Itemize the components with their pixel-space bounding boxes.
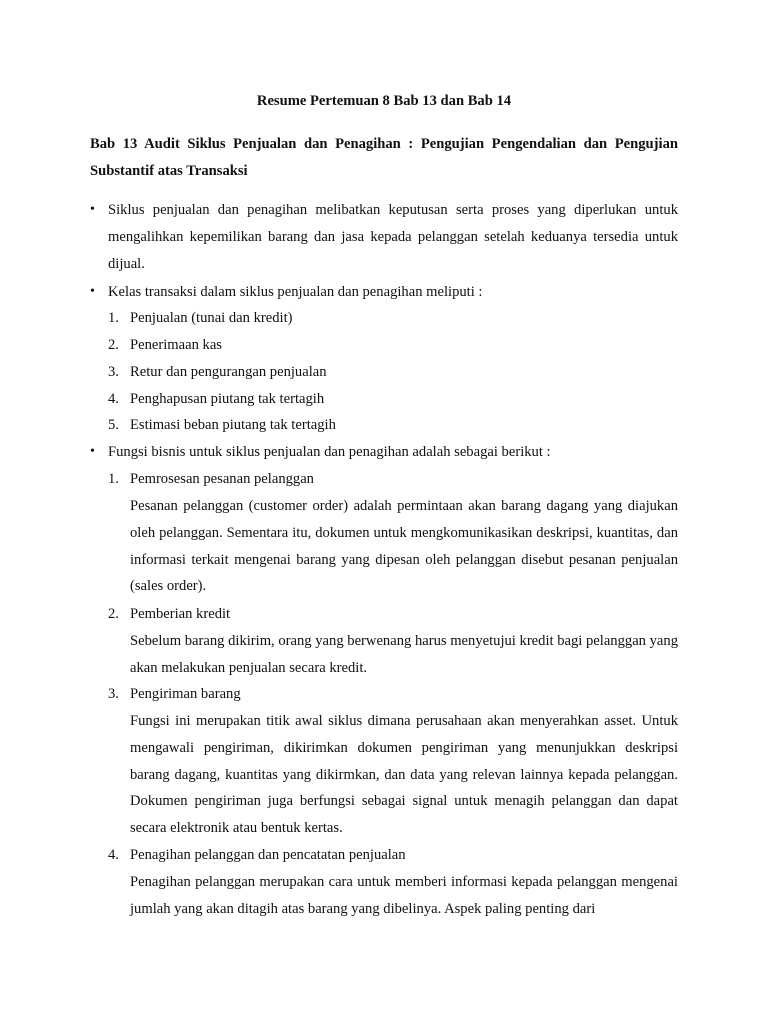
function-item bbox=[108, 842, 678, 869]
bullet-item-transaction-classes bbox=[90, 279, 678, 306]
list-number: 2. bbox=[108, 337, 119, 353]
list-item bbox=[108, 412, 678, 439]
bullet-text: Fungsi bisnis untuk siklus penjualan dan penagihan adalah sebagai berikut : bbox=[108, 444, 551, 460]
list-label: Estimasi beban piutang tak tertagih bbox=[130, 417, 336, 433]
list-number: 1. bbox=[108, 310, 119, 326]
bullet-dot-icon: • bbox=[90, 202, 95, 217]
function-item bbox=[108, 681, 678, 708]
function-item bbox=[108, 601, 678, 628]
list-number: 4. bbox=[108, 847, 119, 863]
chapter-heading: Bab 13 Audit Siklus Penjualan dan Penagihan : Pengujian Pengendalian dan Pengujian Substantif atas Transaksi bbox=[90, 136, 678, 179]
bullet-dot-icon: • bbox=[90, 444, 95, 459]
list-number: 3. bbox=[108, 686, 119, 702]
function-label: Pemrosesan pesanan pelanggan bbox=[130, 471, 314, 487]
list-number: 1. bbox=[108, 471, 119, 487]
function-label: Pengiriman barang bbox=[130, 686, 241, 702]
list-item bbox=[108, 332, 678, 359]
function-item bbox=[108, 466, 678, 493]
list-number: 3. bbox=[108, 364, 119, 380]
bullet-text: Siklus penjualan dan penagihan melibatkan keputusan serta proses yang diperlukan untuk mengalihkan kepemilikan barang dan jasa kepada pelanggan setelah keduanya tersedia untuk dijual. bbox=[108, 202, 678, 272]
list-label: Penjualan (tunai dan kredit) bbox=[130, 310, 293, 326]
list-number: 2. bbox=[108, 606, 119, 622]
list-item bbox=[108, 305, 678, 332]
bullet-dot-icon: • bbox=[90, 284, 95, 299]
function-description: Fungsi ini merupakan titik awal siklus dimana perusahaan akan menyerahkan asset. Untuk mengawali pengiriman, dikirimkan dokumen pengiriman yang menunjukkan deskripsi barang dagang, kuantitas yang dikirmkan, dan data yang relevan lainnya kepada pelanggan. Dokumen pengiriman juga berfungsi sebagai signal untuk menagih pelanggan dan dapat secara elektronik atau bentuk kertas. bbox=[130, 713, 678, 837]
function-label: Penagihan pelanggan dan pencatatan penjualan bbox=[130, 847, 406, 863]
bullet-item-business-functions bbox=[90, 439, 678, 466]
function-label: Pemberian kredit bbox=[130, 606, 231, 622]
list-item bbox=[108, 386, 678, 413]
document-title: Resume Pertemuan 8 Bab 13 dan Bab 14 bbox=[256, 93, 512, 109]
bullet-text: Kelas transaksi dalam siklus penjualan dan penagihan meliputi : bbox=[108, 284, 483, 300]
list-label: Penghapusan piutang tak tertagih bbox=[130, 391, 325, 407]
list-label: Retur dan pengurangan penjualan bbox=[130, 364, 327, 380]
list-number: 5. bbox=[108, 417, 119, 433]
function-description: Penagihan pelanggan merupakan cara untuk memberi informasi kepada pelanggan mengenai jumlah yang akan ditagih atas barang yang dibelinya. Aspek paling penting dari bbox=[130, 874, 678, 917]
list-label: Penerimaan kas bbox=[130, 337, 222, 353]
list-item bbox=[108, 359, 678, 386]
bullet-item-sales-cycle bbox=[90, 197, 678, 277]
function-description: Sebelum barang dikirim, orang yang berwenang harus menyetujui kredit bagi pelanggan yang akan melakukan penjualan secara kredit. bbox=[130, 633, 678, 676]
function-description: Pesanan pelanggan (customer order) adalah permintaan akan barang dagang yang diajukan oleh pelanggan. Sementara itu, dokumen untuk mengkomunikasikan deskripsi, kuantitas, dan informasi terkait mengenai barang yang dipesan oleh pelanggan disebut pesanan penjualan (sales order). bbox=[130, 498, 678, 595]
list-number: 4. bbox=[108, 391, 119, 407]
